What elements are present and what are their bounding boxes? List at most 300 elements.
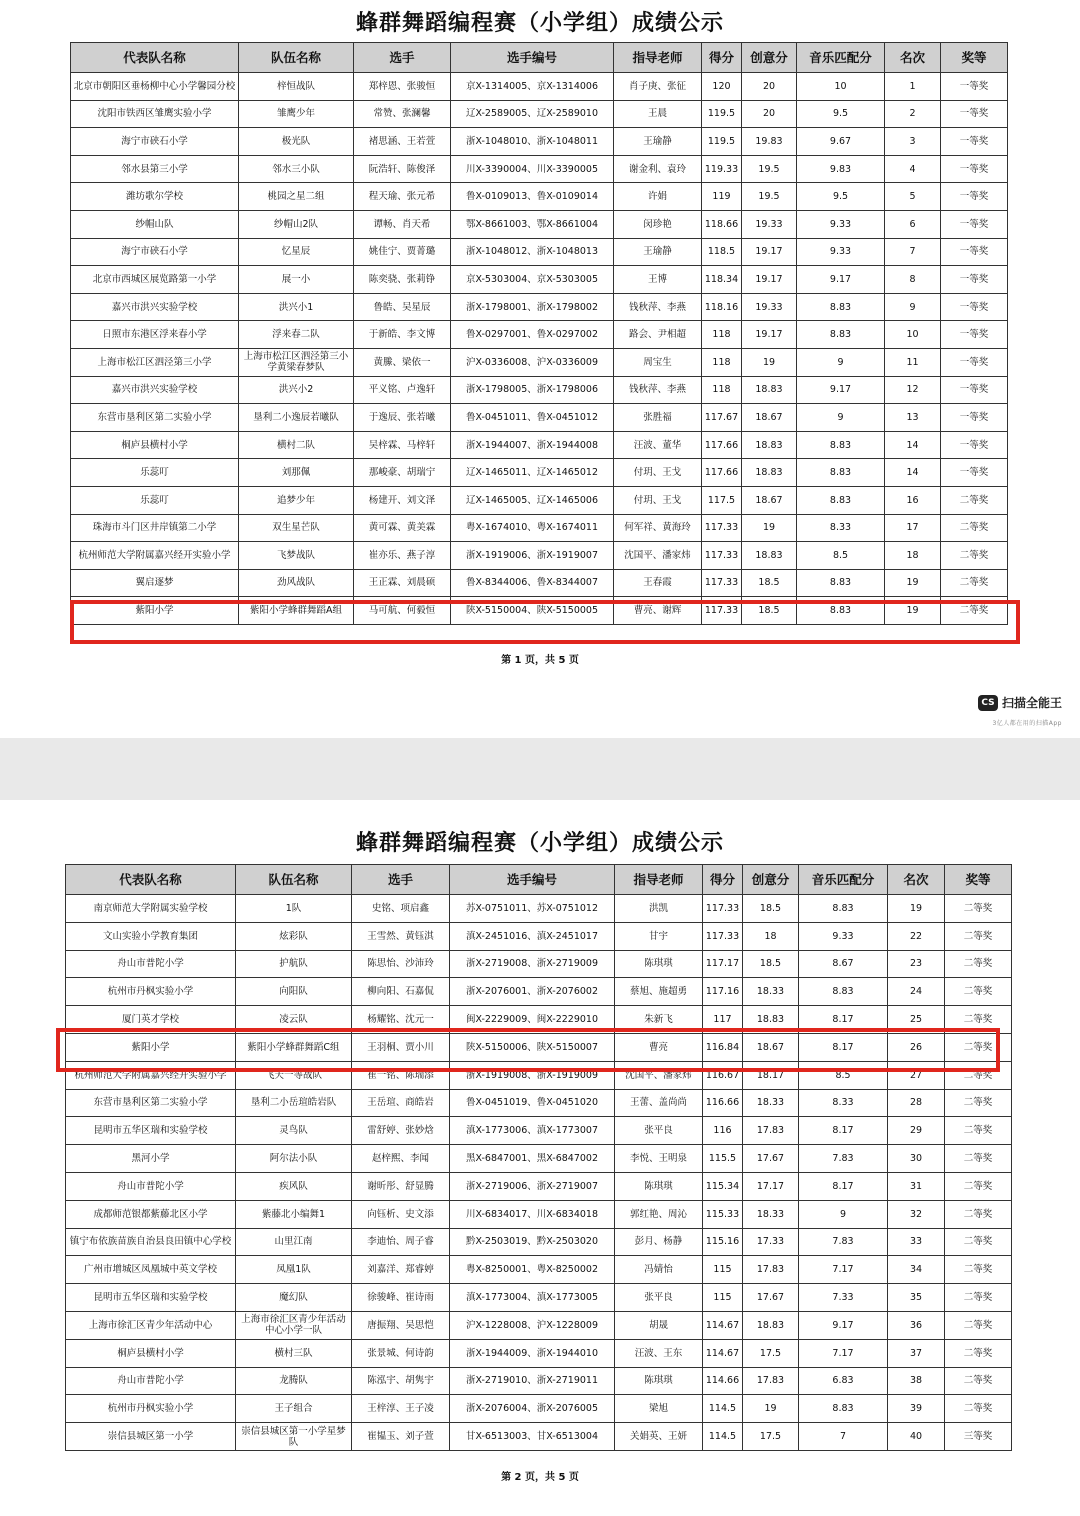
column-header-team-org: 代表队名称 xyxy=(66,865,236,895)
cell-player-ids: 川X-3390004、川X-3390005 xyxy=(451,155,614,183)
cell-score: 116.67 xyxy=(703,1061,743,1089)
column-header-rank: 名次 xyxy=(888,865,945,895)
cell-creativity-score: 17.5 xyxy=(743,1339,799,1367)
cell-player-ids: 浙X-2719010、浙X-2719011 xyxy=(450,1367,615,1395)
column-header-music-score: 音乐匹配分 xyxy=(799,865,888,895)
cell-team-org: 成都师范银都紫藤北区小学 xyxy=(66,1200,236,1228)
cell-player-ids: 浙X-1048010、浙X-1048011 xyxy=(451,128,614,156)
table-row xyxy=(66,1228,1012,1256)
cell-players: 于逸辰、张若曦 xyxy=(354,404,451,432)
cell-team-org: 文山实验小学教育集团 xyxy=(66,922,236,950)
cell-award: 二等奖 xyxy=(941,597,1008,625)
cell-team-org: 昆明市五华区瑞和实验学校 xyxy=(66,1117,236,1145)
cell-players: 常赞、张澜馨 xyxy=(354,100,451,128)
cell-team-org: 日照市东港区浮来春小学 xyxy=(71,321,239,349)
cell-score: 117.33 xyxy=(703,895,743,923)
cell-rank: 19 xyxy=(888,895,945,923)
cell-players: 马可航、何毅恒 xyxy=(354,597,451,625)
cell-team-org: 昆明市五华区瑞和实验学校 xyxy=(66,1284,236,1312)
cell-players: 黄可霖、黄美霖 xyxy=(354,514,451,542)
cell-rank: 14 xyxy=(885,431,941,459)
page-number: 第 2 页，共 5 页 xyxy=(501,1472,579,1483)
cell-team-name: 展一小 xyxy=(239,266,354,294)
cell-score: 117.17 xyxy=(703,950,743,978)
cell-rank: 5 xyxy=(885,183,941,211)
cell-creativity-score: 19.5 xyxy=(742,155,797,183)
cell-coach: 闵珍艳 xyxy=(614,210,702,238)
cell-creativity-score: 20 xyxy=(742,73,797,101)
table-header-row xyxy=(71,43,1008,73)
cell-creativity-score: 18.83 xyxy=(743,1006,799,1034)
cell-creativity-score: 18.5 xyxy=(742,569,797,597)
cell-team-name: 龙腾队 xyxy=(236,1367,352,1395)
cell-creativity-score: 18.33 xyxy=(743,1089,799,1117)
cell-score: 116.84 xyxy=(703,1033,743,1061)
cell-players: 唐振翔、吴思恺 xyxy=(352,1311,450,1339)
cell-award: 二等奖 xyxy=(941,569,1008,597)
cell-player-ids: 浙X-1048012、浙X-1048013 xyxy=(451,238,614,266)
cell-music-score: 8.83 xyxy=(799,895,888,923)
cell-team-org: 杭州师范大学附属嘉兴经开实验小学 xyxy=(66,1061,236,1089)
table-row xyxy=(66,1367,1012,1395)
cell-music-score: 9.33 xyxy=(797,210,885,238)
cell-score: 116.66 xyxy=(703,1089,743,1117)
column-header-coach: 指导老师 xyxy=(615,865,703,895)
cell-score: 119.5 xyxy=(702,100,742,128)
cell-coach: 朱新飞 xyxy=(615,1006,703,1034)
cell-music-score: 8.5 xyxy=(799,1061,888,1089)
cell-award: 二等奖 xyxy=(945,1200,1012,1228)
column-header-player-ids: 选手编号 xyxy=(451,43,614,73)
cell-players: 雷舒婷、张妙焓 xyxy=(352,1117,450,1145)
cell-team-name: 上海市松江区泗泾第三小学黄梁春梦队 xyxy=(239,348,354,376)
cell-team-org: 黑河小学 xyxy=(66,1145,236,1173)
cell-rank: 28 xyxy=(888,1089,945,1117)
cell-coach: 彭月、杨静 xyxy=(615,1228,703,1256)
cell-player-ids: 沪X-0336008、沪X-0336009 xyxy=(451,348,614,376)
cell-players: 张景城、何诗韵 xyxy=(352,1339,450,1367)
cell-music-score: 8.17 xyxy=(799,1172,888,1200)
cell-award: 二等奖 xyxy=(945,1395,1012,1423)
cell-creativity-score: 19.33 xyxy=(742,293,797,321)
cell-team-org: 海宁市硖石小学 xyxy=(71,238,239,266)
cell-rank: 13 xyxy=(885,404,941,432)
document-page-2 xyxy=(0,800,1080,1516)
cell-team-org: 珠海市斗门区井岸镇第二小学 xyxy=(71,514,239,542)
table-row xyxy=(71,514,1008,542)
cell-score: 117 xyxy=(703,1006,743,1034)
cell-score: 117.16 xyxy=(703,978,743,1006)
cell-award: 二等奖 xyxy=(945,950,1012,978)
cell-team-name: 忆星辰 xyxy=(239,238,354,266)
cell-score: 115.5 xyxy=(703,1145,743,1173)
cell-players: 吴梓霖、马梓轩 xyxy=(354,431,451,459)
cell-creativity-score: 17.5 xyxy=(743,1423,799,1451)
cell-rank: 27 xyxy=(888,1061,945,1089)
cell-creativity-score: 17.17 xyxy=(743,1172,799,1200)
cell-score: 118.34 xyxy=(702,266,742,294)
cell-score: 118 xyxy=(702,376,742,404)
cell-creativity-score: 17.83 xyxy=(743,1117,799,1145)
cell-creativity-score: 18.67 xyxy=(742,486,797,514)
cell-players: 郑梓恩、张骏恒 xyxy=(354,73,451,101)
cell-rank: 32 xyxy=(888,1200,945,1228)
cell-creativity-score: 18.83 xyxy=(742,431,797,459)
cell-coach: 郭红艳、周沁 xyxy=(615,1200,703,1228)
cell-player-ids: 陕X-5150004、陕X-5150005 xyxy=(451,597,614,625)
cell-award: 一等奖 xyxy=(941,210,1008,238)
cell-coach: 关娟英、王妍 xyxy=(615,1423,703,1451)
cell-players: 崔韫玉、刘子萱 xyxy=(352,1423,450,1451)
table-row xyxy=(71,128,1008,156)
table-row xyxy=(71,266,1008,294)
cell-players: 王岳瑄、商皓岩 xyxy=(352,1089,450,1117)
cell-creativity-score: 18.83 xyxy=(742,459,797,487)
column-header-team-org: 代表队名称 xyxy=(71,43,239,73)
table-header-row xyxy=(66,865,1012,895)
cell-creativity-score: 18.67 xyxy=(743,1033,799,1061)
cell-players: 崔一铭、陈瑞添 xyxy=(352,1061,450,1089)
cell-player-ids: 滇X-2451016、滇X-2451017 xyxy=(450,922,615,950)
cell-award: 二等奖 xyxy=(945,1145,1012,1173)
cell-score: 114.66 xyxy=(703,1367,743,1395)
cell-creativity-score: 18.5 xyxy=(743,895,799,923)
cell-team-org: 舟山市普陀小学 xyxy=(66,1367,236,1395)
cell-coach: 陈琪琪 xyxy=(615,950,703,978)
cell-coach: 蔡旭、施超勇 xyxy=(615,978,703,1006)
cell-music-score: 7.83 xyxy=(799,1145,888,1173)
cell-player-ids: 浙X-1919006、浙X-1919007 xyxy=(451,542,614,570)
table-row xyxy=(66,1033,1012,1061)
cell-score: 114.67 xyxy=(703,1339,743,1367)
cell-coach: 钱秋萍、李燕 xyxy=(614,376,702,404)
cell-creativity-score: 19.17 xyxy=(742,238,797,266)
cell-score: 114.67 xyxy=(703,1311,743,1339)
cell-players: 平义铭、卢逸轩 xyxy=(354,376,451,404)
cell-coach: 沈国平、潘家炜 xyxy=(615,1061,703,1089)
table-row xyxy=(71,348,1008,376)
cell-team-name: 疾风队 xyxy=(236,1172,352,1200)
table-row xyxy=(71,597,1008,625)
cell-players: 那峻豪、胡瑞宁 xyxy=(354,459,451,487)
cell-music-score: 8.67 xyxy=(799,950,888,978)
table-row xyxy=(66,895,1012,923)
cell-award: 二等奖 xyxy=(941,514,1008,542)
cell-award: 二等奖 xyxy=(945,922,1012,950)
cell-player-ids: 粤X-8250001、粤X-8250002 xyxy=(450,1256,615,1284)
table-row xyxy=(71,404,1008,432)
cell-rank: 10 xyxy=(885,321,941,349)
cell-rank: 7 xyxy=(885,238,941,266)
cell-music-score: 7.33 xyxy=(799,1284,888,1312)
cell-creativity-score: 19.17 xyxy=(742,321,797,349)
cell-rank: 2 xyxy=(885,100,941,128)
cell-player-ids: 陕X-5150006、陕X-5150007 xyxy=(450,1033,615,1061)
cell-rank: 3 xyxy=(885,128,941,156)
cell-creativity-score: 17.67 xyxy=(743,1284,799,1312)
cell-team-name: 垦利二小岳瑄皓岩队 xyxy=(236,1089,352,1117)
table-row xyxy=(71,431,1008,459)
cell-rank: 4 xyxy=(885,155,941,183)
cell-music-score: 8.83 xyxy=(797,431,885,459)
cell-player-ids: 辽X-2589005、辽X-2589010 xyxy=(451,100,614,128)
document-page-1 xyxy=(0,0,1080,738)
cell-creativity-score: 18.33 xyxy=(743,978,799,1006)
cell-music-score: 8.83 xyxy=(797,569,885,597)
cell-team-name: 劲风战队 xyxy=(239,569,354,597)
cell-score: 117.33 xyxy=(702,514,742,542)
cell-creativity-score: 18 xyxy=(743,922,799,950)
cell-players: 陈思怡、沙沛玲 xyxy=(352,950,450,978)
cell-players: 柳向阳、石嘉侃 xyxy=(352,978,450,1006)
cell-score: 117.33 xyxy=(702,542,742,570)
cell-player-ids: 浙X-2719008、浙X-2719009 xyxy=(450,950,615,978)
cell-coach: 甘宇 xyxy=(615,922,703,950)
table-row xyxy=(71,459,1008,487)
cell-team-org: 海宁市硖石小学 xyxy=(71,128,239,156)
cell-score: 117.66 xyxy=(702,431,742,459)
table-row xyxy=(71,183,1008,211)
cell-players: 王雪然、黄钰淇 xyxy=(352,922,450,950)
cell-team-name: 邻水三小队 xyxy=(239,155,354,183)
cell-coach: 陈琪琪 xyxy=(615,1172,703,1200)
cell-score: 119 xyxy=(702,183,742,211)
cell-rank: 19 xyxy=(885,569,941,597)
cell-team-name: 上海市徐汇区青少年活动中心小学一队 xyxy=(236,1311,352,1339)
table-row xyxy=(71,73,1008,101)
cell-rank: 22 xyxy=(888,922,945,950)
cell-music-score: 9.17 xyxy=(799,1311,888,1339)
cell-team-name: 纱帽山2队 xyxy=(239,210,354,238)
column-header-score: 得分 xyxy=(703,865,743,895)
cell-team-name: 垦利二小逸辰若曦队 xyxy=(239,404,354,432)
cell-players: 阮浩轩、陈俊泽 xyxy=(354,155,451,183)
table-row xyxy=(66,1145,1012,1173)
cell-team-name: 王子组合 xyxy=(236,1395,352,1423)
cell-rank: 19 xyxy=(885,597,941,625)
cell-players: 姚佳宁、贾菁璐 xyxy=(354,238,451,266)
cell-team-org: 北京市朝阳区垂杨柳中心小学馨园分校 xyxy=(71,73,239,101)
cell-music-score: 8.33 xyxy=(799,1089,888,1117)
cell-players: 刘嘉洋、郑睿婷 xyxy=(352,1256,450,1284)
cell-rank: 24 xyxy=(888,978,945,1006)
cell-team-org: 杭州市丹枫实验小学 xyxy=(66,978,236,1006)
cell-team-org: 舟山市普陀小学 xyxy=(66,950,236,978)
cell-music-score: 9.17 xyxy=(797,376,885,404)
cell-score: 114.5 xyxy=(703,1395,743,1423)
cell-creativity-score: 19 xyxy=(742,514,797,542)
cell-players: 李迪怡、周子睿 xyxy=(352,1228,450,1256)
cell-team-org: 纱帽山队 xyxy=(71,210,239,238)
cell-player-ids: 浙X-2076001、浙X-2076002 xyxy=(450,978,615,1006)
cell-award: 二等奖 xyxy=(941,542,1008,570)
cell-team-org: 嘉兴市洪兴实验学校 xyxy=(71,293,239,321)
cell-team-name: 横村三队 xyxy=(236,1339,352,1367)
cell-team-name: 飞天一等战队 xyxy=(236,1061,352,1089)
cell-coach: 汪波、王东 xyxy=(615,1339,703,1367)
cell-team-org: 沈阳市铁西区雏鹰实验小学 xyxy=(71,100,239,128)
cell-creativity-score: 18.5 xyxy=(742,597,797,625)
cell-player-ids: 鄂X-8661003、鄂X-8661004 xyxy=(451,210,614,238)
cell-coach: 肖子庚、张征 xyxy=(614,73,702,101)
cell-team-org: 舟山市普陀小学 xyxy=(66,1172,236,1200)
cell-team-org: 东营市垦利区第二实验小学 xyxy=(71,404,239,432)
cell-team-name: 向阳队 xyxy=(236,978,352,1006)
cell-players: 鲁皓、吴星辰 xyxy=(354,293,451,321)
cell-music-score: 7.17 xyxy=(799,1339,888,1367)
cell-rank: 23 xyxy=(888,950,945,978)
cell-creativity-score: 18.17 xyxy=(743,1061,799,1089)
cell-player-ids: 滇X-1773006、滇X-1773007 xyxy=(450,1117,615,1145)
cell-rank: 30 xyxy=(888,1145,945,1173)
cell-award: 一等奖 xyxy=(941,321,1008,349)
cell-creativity-score: 17.67 xyxy=(743,1145,799,1173)
cell-player-ids: 浙X-2076004、浙X-2076005 xyxy=(450,1395,615,1423)
cell-music-score: 8.83 xyxy=(799,978,888,1006)
page-1-title: 蜂群舞蹈编程赛（小学组）成绩公示 xyxy=(355,10,724,36)
cell-player-ids: 辽X-1465005、辽X-1465006 xyxy=(451,486,614,514)
table-row xyxy=(66,1061,1012,1089)
cell-rank: 9 xyxy=(885,293,941,321)
cell-music-score: 8.83 xyxy=(799,1395,888,1423)
cell-coach: 付玥、王戈 xyxy=(614,486,702,514)
cell-coach: 路会、尹相超 xyxy=(614,321,702,349)
cell-player-ids: 甘X-6513003、甘X-6513004 xyxy=(450,1423,615,1451)
table-row xyxy=(71,293,1008,321)
cell-coach: 王蕾、盖尚尚 xyxy=(615,1089,703,1117)
cell-rank: 16 xyxy=(885,486,941,514)
cell-rank: 6 xyxy=(885,210,941,238)
column-header-award: 奖等 xyxy=(941,43,1008,73)
scanner-watermark xyxy=(978,694,1062,711)
cell-music-score: 8.33 xyxy=(797,514,885,542)
cell-player-ids: 浙X-1944009、浙X-1944010 xyxy=(450,1339,615,1367)
cell-coach: 谢金利、袁玲 xyxy=(614,155,702,183)
cell-rank: 14 xyxy=(885,459,941,487)
cell-score: 119.5 xyxy=(702,128,742,156)
cell-award: 二等奖 xyxy=(945,1061,1012,1089)
cell-team-org: 翼启逐梦 xyxy=(71,569,239,597)
table-row xyxy=(66,922,1012,950)
table-row xyxy=(71,238,1008,266)
cell-coach: 王瑜静 xyxy=(614,238,702,266)
cell-music-score: 8.83 xyxy=(797,597,885,625)
cell-player-ids: 鲁X-0451011、鲁X-0451012 xyxy=(451,404,614,432)
cell-team-name: 刘那佩 xyxy=(239,459,354,487)
cell-rank: 37 xyxy=(888,1339,945,1367)
column-header-coach: 指导老师 xyxy=(614,43,702,73)
cell-team-org: 东营市垦利区第二实验小学 xyxy=(66,1089,236,1117)
cell-player-ids: 鲁X-8344006、鲁X-8344007 xyxy=(451,569,614,597)
cell-creativity-score: 17.83 xyxy=(743,1367,799,1395)
cell-players: 赵梓熙、李闻 xyxy=(352,1145,450,1173)
cell-music-score: 9.83 xyxy=(797,155,885,183)
cell-award: 一等奖 xyxy=(941,348,1008,376)
cell-players: 杨耀铭、沈元一 xyxy=(352,1006,450,1034)
cell-creativity-score: 20 xyxy=(742,100,797,128)
cell-players: 王正霖、刘晨硕 xyxy=(354,569,451,597)
column-header-creativity-score: 创意分 xyxy=(742,43,797,73)
cell-award: 一等奖 xyxy=(941,155,1008,183)
cell-music-score: 8.17 xyxy=(799,1117,888,1145)
cell-player-ids: 黑X-6847001、黑X-6847002 xyxy=(450,1145,615,1173)
cell-score: 120 xyxy=(702,73,742,101)
cell-score: 119.33 xyxy=(702,155,742,183)
page-2-title: 蜂群舞蹈编程赛（小学组）成绩公示 xyxy=(355,830,724,856)
cell-music-score: 9 xyxy=(799,1200,888,1228)
cell-score: 116 xyxy=(703,1117,743,1145)
cell-team-name: 追梦少年 xyxy=(239,486,354,514)
cell-team-name: 洪兴小2 xyxy=(239,376,354,404)
cell-award: 一等奖 xyxy=(941,431,1008,459)
cell-creativity-score: 18.83 xyxy=(742,376,797,404)
cell-music-score: 9.5 xyxy=(797,100,885,128)
cell-team-name: 雏鹰少年 xyxy=(239,100,354,128)
table-row xyxy=(66,950,1012,978)
cell-player-ids: 京X-1314005、京X-1314006 xyxy=(451,73,614,101)
cell-score: 115.16 xyxy=(703,1228,743,1256)
cell-score: 115 xyxy=(703,1284,743,1312)
cell-team-name: 1队 xyxy=(236,895,352,923)
cell-player-ids: 辽X-1465011、辽X-1465012 xyxy=(451,459,614,487)
cell-team-name: 梓恒战队 xyxy=(239,73,354,101)
cell-music-score: 8.83 xyxy=(797,486,885,514)
cell-creativity-score: 18.67 xyxy=(742,404,797,432)
cell-team-name: 紫阳小学蜂群舞蹈A组 xyxy=(239,597,354,625)
cell-team-name: 护航队 xyxy=(236,950,352,978)
table-row xyxy=(71,155,1008,183)
cell-creativity-score: 19.83 xyxy=(742,128,797,156)
cell-team-org: 厦门英才学校 xyxy=(66,1006,236,1034)
cell-score: 118.66 xyxy=(702,210,742,238)
table-row xyxy=(66,1423,1012,1451)
cell-creativity-score: 18.83 xyxy=(743,1311,799,1339)
cell-player-ids: 浙X-1798001、浙X-1798002 xyxy=(451,293,614,321)
cell-players: 陈奕骁、张莉铮 xyxy=(354,266,451,294)
cell-score: 118 xyxy=(702,321,742,349)
cell-coach: 王晨 xyxy=(614,100,702,128)
cell-creativity-score: 19.17 xyxy=(742,266,797,294)
column-header-music-score: 音乐匹配分 xyxy=(797,43,885,73)
table-row xyxy=(71,100,1008,128)
cell-coach: 冯婧怡 xyxy=(615,1256,703,1284)
cell-rank: 39 xyxy=(888,1395,945,1423)
cell-team-org: 邻水县第三小学 xyxy=(71,155,239,183)
cell-rank: 25 xyxy=(888,1006,945,1034)
cell-rank: 40 xyxy=(888,1423,945,1451)
column-header-creativity-score: 创意分 xyxy=(743,865,799,895)
cell-players: 黄縢、梁依一 xyxy=(354,348,451,376)
cell-music-score: 9 xyxy=(797,348,885,376)
column-header-player-ids: 选手编号 xyxy=(450,865,615,895)
cell-score: 117.5 xyxy=(702,486,742,514)
cell-coach: 钱秋萍、李燕 xyxy=(614,293,702,321)
cell-music-score: 7.83 xyxy=(799,1228,888,1256)
cell-award: 二等奖 xyxy=(945,1117,1012,1145)
column-header-rank: 名次 xyxy=(885,43,941,73)
table-row xyxy=(66,1200,1012,1228)
cell-music-score: 8.83 xyxy=(797,321,885,349)
cell-award: 二等奖 xyxy=(945,1284,1012,1312)
table-row xyxy=(71,210,1008,238)
cell-award: 二等奖 xyxy=(945,1172,1012,1200)
cell-team-name: 桃园之星二组 xyxy=(239,183,354,211)
column-header-score: 得分 xyxy=(702,43,742,73)
cell-team-org: 广州市增城区凤凰城中英文学校 xyxy=(66,1256,236,1284)
cell-award: 二等奖 xyxy=(945,895,1012,923)
cell-award: 一等奖 xyxy=(941,266,1008,294)
table-row xyxy=(71,376,1008,404)
